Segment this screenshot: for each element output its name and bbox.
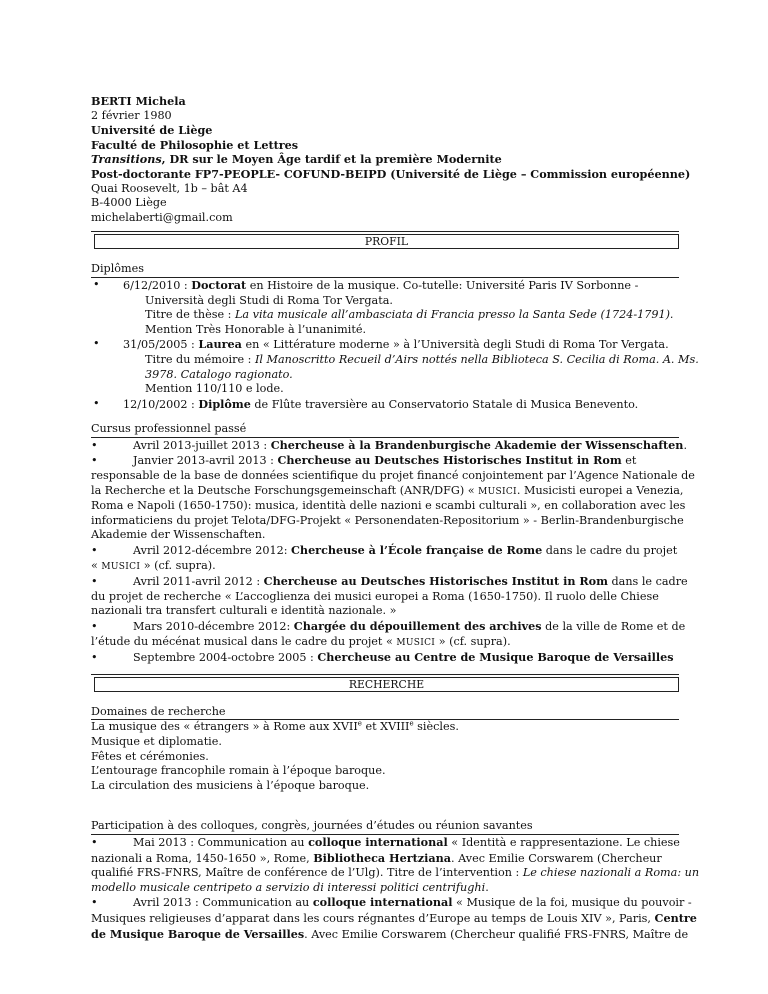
cursus-item: • Janvier 2013-avril 2013 : Chercheuse au Deutsches Historisches Institut in Rom et responsable de la base de données scientifique du projet financé conjointement par l’Agence Nationale de la Recherche et la Deutsche Forschungsgemeinschaft (ANR/DFG) « MUSICI. Musicisti europei a Venezia, Roma e Napoli (1650-1750): musica, identità delle nazioni e scambi culturali », en collaboration avec les informaticiens du projet Telota/DFG-Projekt « Personendaten-Repositorium » - Berlin-Brandenburgische Akademie der Wissenschaften. (91, 453, 695, 542)
bullet-icon: • (91, 438, 98, 452)
cursus-heading: Cursus professionnel passé (91, 422, 679, 438)
domaines-heading: Domaines de recherche (91, 705, 679, 721)
diplome-item: • 12/10/2002 : Diplôme de Flûte traversière au Conservatorio Statale di Musica Benevento. (93, 396, 639, 411)
section-divider (91, 674, 679, 675)
participation-item: • Avril 2013 : Communication au colloque international « Musique de la foi, musique du pouvoir - Musiques religieuses d’apparat dans les cours régnantes d’Europe au temps de Louis XIV », Paris, Centre de Musique Baroque de Versailles. Avec Emilie Corswarem (Chercheur qualifié FRS-FNRS, Maître de (91, 895, 697, 941)
diplome-item: • 31/05/2005 : Laurea en « Littérature moderne » à l’Università degli Studi di Roma Tor Vergata. Titre du mémoire : Il Manoscritto Recueil d’Airs nottés nella Biblioteca S. Cecilia di Roma. A. Ms. 3978. Catalogo ragionato. Mention 110/110 e lode. (93, 337, 699, 396)
bullet-icon: • (93, 337, 100, 351)
domaine-item: Musique et diplomatie. (91, 734, 222, 748)
cv-document (91, 94, 700, 942)
person-name: BERTI Michela (91, 94, 186, 108)
bullet-icon: • (91, 835, 98, 849)
bullet-icon: • (91, 544, 98, 558)
cursus-list (91, 437, 695, 666)
diplomes-heading: Diplômes (91, 262, 679, 278)
email[interactable]: michelaberti@gmail.com (91, 210, 233, 224)
section-title-recherche: RECHERCHE (94, 677, 679, 692)
address-line-2: B-4000 Liège (91, 196, 167, 210)
section-title-profil: PROFIL (94, 234, 679, 249)
bullet-icon: • (91, 454, 98, 468)
domaine-item: La musique des « étrangers » à Rome aux XVIIe et XVIIIe siècles. (91, 719, 459, 734)
domaine-item: L’entourage francophile romain à l’époque baroque. (91, 764, 386, 778)
faculty: Faculté de Philosophie et Lettres (91, 137, 299, 152)
domaines-list (91, 720, 679, 793)
header-divider (91, 231, 679, 232)
bullet-icon: • (91, 896, 98, 910)
cursus-item: • Mars 2010-décembre 2012: Chargée du dépouillement des archives de la ville de Rome et de l’étude du mécénat musical dans le cadre du projet « MUSICI » (cf. supra). (91, 619, 686, 648)
participation-list (91, 834, 700, 942)
diplome-item: • 6/12/2010 : Doctorat en Histoire de la musique. Co-tutelle: Université Paris IV Sorbonne - Università degli Studi di Roma Tor Vergata. Titre de thèse : La vita musicale all’ambasciata di Francia presso la Santa Sede (1724-1791). Mention Très Honorable à l’unanimité. (93, 277, 674, 336)
bullet-icon: • (93, 277, 100, 291)
address-line-1: Quai Roosevelt, 1b – bât A4 (91, 181, 248, 195)
bullet-icon: • (91, 575, 98, 589)
bullet-icon: • (91, 620, 98, 633)
position: Post-doctorante FP7-PEOPLE- COFUND-BEIPD (Université de Liège – Commission européenne) (91, 166, 691, 181)
bullet-icon: • (93, 396, 100, 410)
domaine-item: La circulation des musiciens à l’époque baroque. (91, 778, 370, 792)
birth-date: 2 février 1980 (91, 108, 172, 122)
bullet-icon: • (91, 651, 98, 665)
university: Université de Liège (91, 123, 213, 138)
participation-heading: Participation à des colloques, congrès, journées d’études ou réunion savantes (91, 819, 679, 835)
cv-header (91, 94, 691, 225)
cursus-item: • Avril 2011-avril 2012 : Chercheuse au Deutsches Historisches Institut in Rom dans le cadre du projet de recherche « L’accoglienza dei musici europei a Roma (1650-1750). Il ruolo delle Chiese nazionali tra transfert culturali e identità nazionale. » (91, 574, 688, 618)
cursus-item: • Avril 2012-décembre 2012: Chercheuse à l’École française de Rome dans le cadre du projet « MUSICI » (cf. supra). (91, 543, 678, 572)
domaine-item: Fêtes et cérémonies. (91, 749, 209, 763)
research-team: Transitions, DR sur le Moyen Âge tardif et la première Modernite (91, 152, 502, 167)
cursus-item: • Septembre 2004-octobre 2005 : Chercheuse au Centre de Musique Baroque de Versailles (91, 650, 674, 665)
participation-item: • Mai 2013 : Communication au colloque international « Identità e rappresentazione. Le chiese nazionali a Roma, 1450-1650 », Rome, Bibliotheca Hertziana. Avec Emilie Corswarem (Chercheur qualifié FRS-FNRS, Maître de conférence de l’Ulg). Titre de l’intervention : Le chiese nazionali a Roma: un modello musicale centripeto a servizio di interessi politici centrifughi. (91, 834, 700, 894)
cursus-item: • Avril 2013-juillet 2013 : Chercheuse à la Brandenburgische Akademie der Wissenschaften. (91, 437, 687, 452)
diplomes-list (91, 277, 699, 412)
